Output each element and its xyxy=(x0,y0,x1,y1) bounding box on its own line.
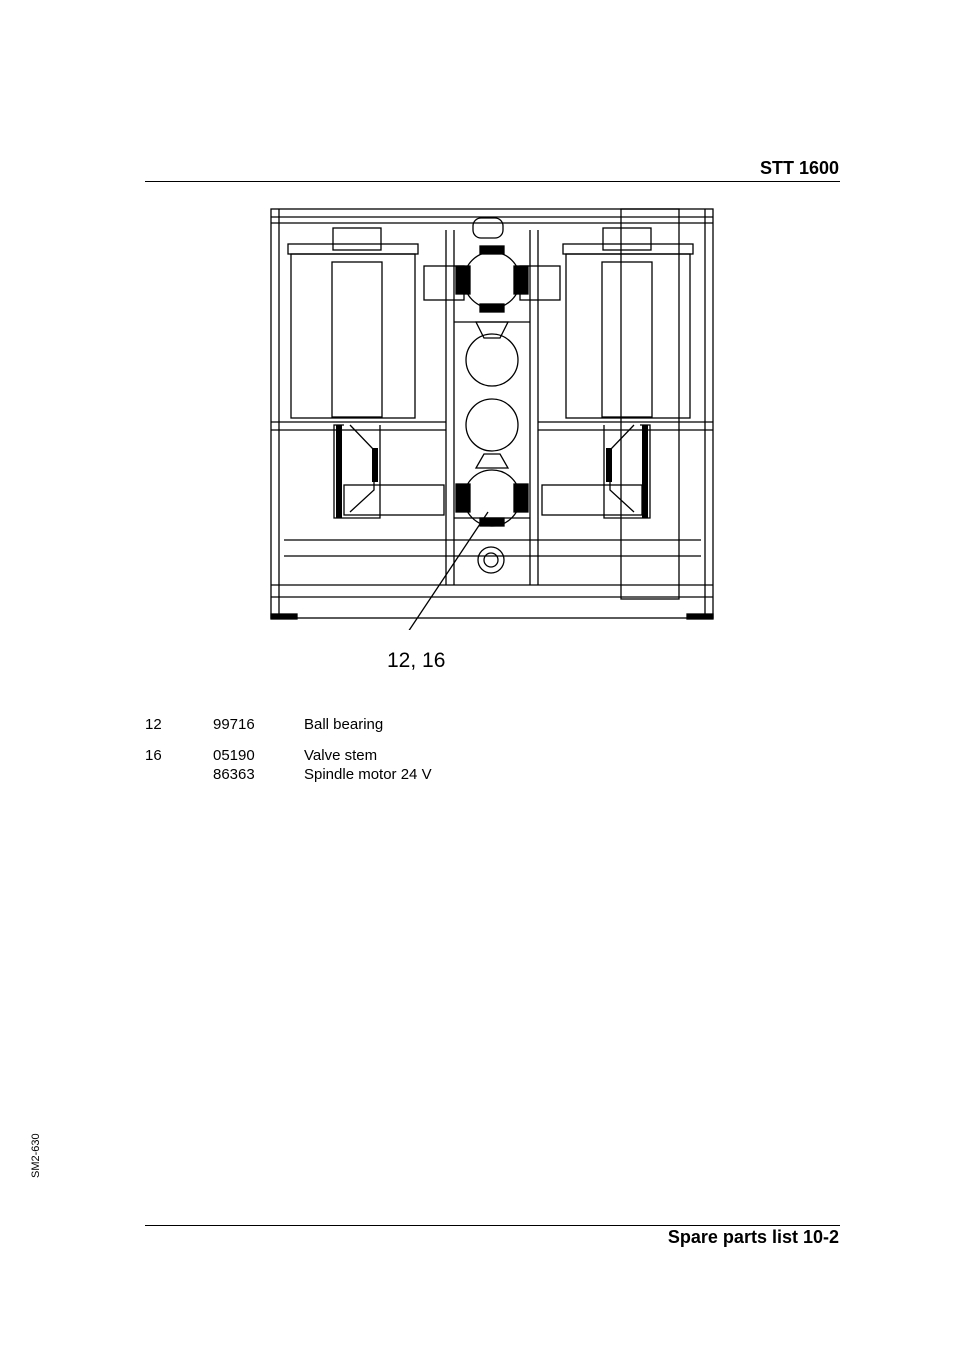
document-code: SM2-630 xyxy=(30,1133,42,1178)
document-title: STT 1600 xyxy=(759,158,839,178)
technical-drawing xyxy=(260,200,730,630)
part-position: 12 xyxy=(145,716,162,733)
part-description: Valve stem xyxy=(304,747,378,764)
part-description: Ball bearing xyxy=(304,716,384,733)
part-position: 16 xyxy=(145,747,162,764)
figure-callout: 12, 16 xyxy=(387,649,446,672)
footer-title: Spare parts list 10-2 xyxy=(667,1227,839,1247)
part-number: 86363 xyxy=(213,766,255,783)
header-rule xyxy=(145,181,840,182)
part-number: 05190 xyxy=(213,747,255,764)
part-description: Spindle motor 24 V xyxy=(304,766,432,783)
part-number: 99716 xyxy=(213,716,255,733)
footer-rule xyxy=(145,1225,840,1226)
